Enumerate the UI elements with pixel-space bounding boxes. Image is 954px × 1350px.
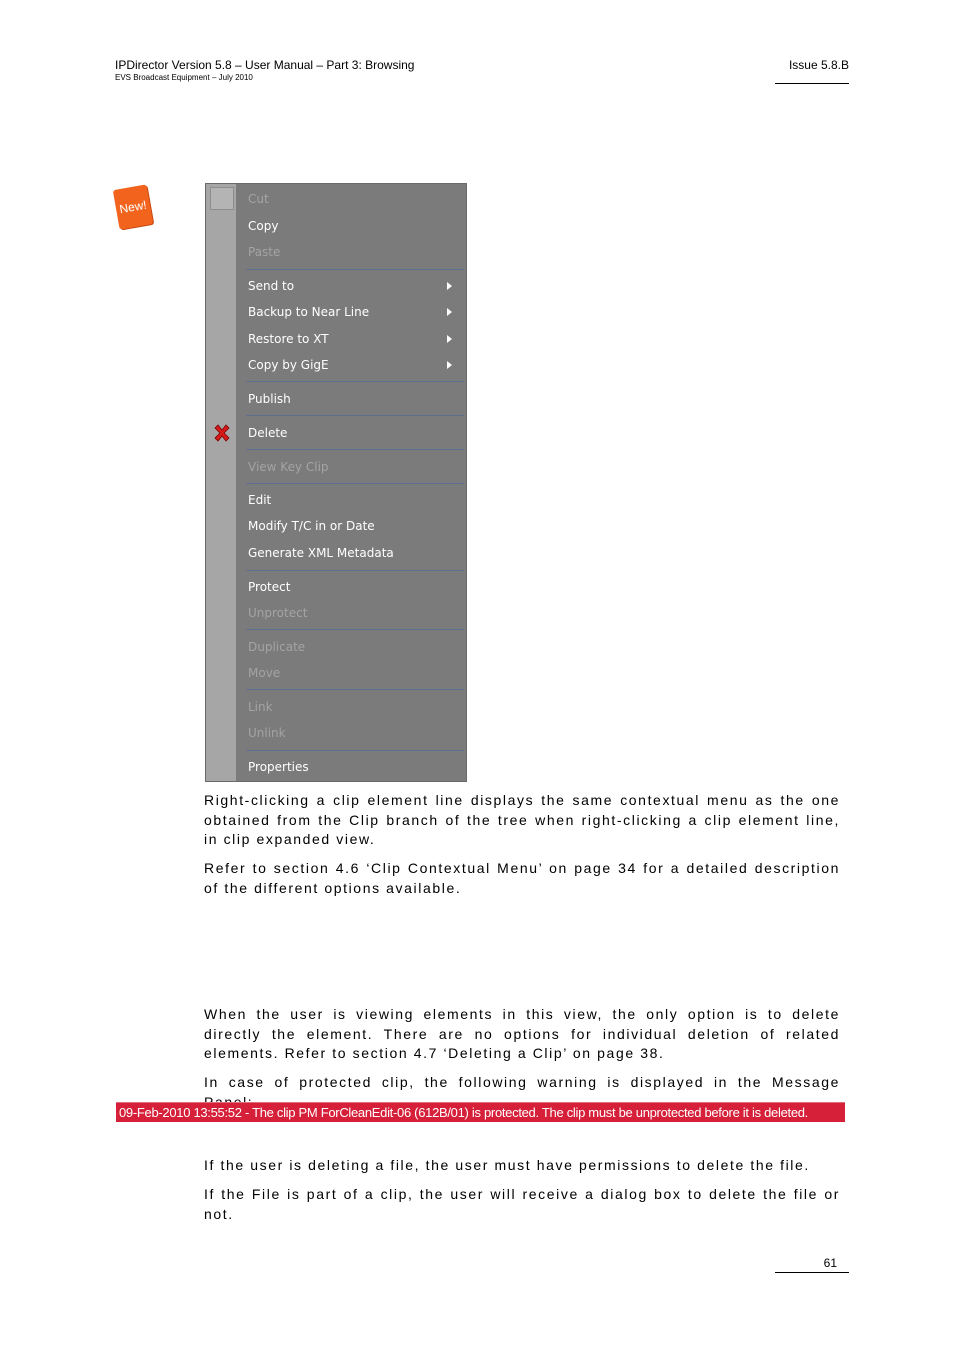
- menu-icon-strip: [206, 184, 236, 781]
- menu-separator: [246, 483, 464, 484]
- paragraph-file-permissions: If the user is deleting a file, the user must have permissions to delete the file.: [204, 1157, 810, 1173]
- menu-item-protect[interactable]: Protect: [248, 580, 291, 594]
- paragraph-delete-view: When the user is viewing elements in this view, the only option is to delete directly the element. There are no options for individual deletion of related elements. Refer to section 4.7 ‘Deleting a Clip’ on page 38.: [204, 1006, 840, 1061]
- menu-item-send-to[interactable]: Send to: [248, 279, 295, 293]
- paragraph-protected-clip: In case of protected clip, the following warning is displayed in the Message: [204, 1074, 840, 1090]
- menu-item-edit[interactable]: Edit: [248, 493, 272, 507]
- menu-item-unlink[interactable]: Unlink: [248, 726, 286, 740]
- warning-message-bar: 09-Feb-2010 13:55:52 - The clip PM ForCleanEdit-06 (612B/01) is protected. The clip must be unprotected before it is deleted.: [116, 1102, 845, 1122]
- menu-item-properties[interactable]: Properties: [248, 760, 309, 774]
- submenu-arrow-icon: [447, 308, 452, 316]
- menu-separator: [246, 269, 464, 270]
- footer-rule: [775, 1272, 849, 1273]
- menu-item-duplicate[interactable]: Duplicate: [248, 640, 306, 654]
- menu-separator: [246, 570, 464, 571]
- menu-item-move[interactable]: Move: [248, 666, 281, 680]
- page-number: 61: [823, 1256, 837, 1270]
- menu-item-modify-t-c-in-or-date[interactable]: Modify T/C in or Date: [248, 519, 375, 533]
- clip-contextual-menu: [205, 183, 467, 782]
- menu-separator: [246, 449, 464, 450]
- menu-item-unprotect[interactable]: Unprotect: [248, 606, 308, 620]
- submenu-arrow-icon: [447, 335, 452, 343]
- menu-separator: [246, 415, 464, 416]
- header-rule: [775, 83, 849, 84]
- menu-item-generate-xml-metadata[interactable]: Generate XML Metadata: [248, 546, 394, 560]
- menu-item-view-key-clip[interactable]: View Key Clip: [248, 460, 329, 474]
- cut-highlight-box: [210, 187, 234, 210]
- header-left: [115, 58, 414, 83]
- paragraph-context-menu: Right-clicking a clip element line displays the same contextual menu as the one obtained from the Clip branch of the tree when right-clicking a clip element line, in clip expanded view.: [204, 792, 840, 847]
- paragraph-refer-section: Refer to section 4.6 ‘Clip Contextual Menu’ on page 34 for a detailed description of the different options available.: [204, 860, 840, 896]
- submenu-arrow-icon: [447, 361, 452, 369]
- issue-label: Issue 5.8.B: [788, 58, 849, 72]
- manual-title: IPDirector Version 5.8 – User Manual – Part 3: Browsing: [115, 58, 415, 72]
- menu-separator: [246, 629, 464, 630]
- menu-separator: [246, 689, 464, 690]
- manual-subtitle: EVS Broadcast Equipment – July 2010: [115, 73, 253, 82]
- delete-x-icon: [213, 424, 231, 442]
- menu-item-publish[interactable]: Publish: [248, 392, 291, 406]
- menu-item-restore-to-xt[interactable]: Restore to XT: [248, 332, 329, 346]
- menu-item-delete[interactable]: Delete: [248, 426, 288, 440]
- menu-item-paste[interactable]: Paste: [248, 245, 281, 259]
- menu-separator: [246, 750, 464, 751]
- menu-item-backup-to-near-line[interactable]: Backup to Near Line: [248, 305, 370, 319]
- menu-item-cut[interactable]: Cut: [248, 192, 269, 206]
- menu-separator: [246, 381, 464, 382]
- menu-item-link[interactable]: Link: [248, 700, 273, 714]
- menu-item-copy[interactable]: Copy: [248, 219, 279, 233]
- paragraph-file-dialog: If the File is part of a clip, the user will receive a dialog box to delete the file or not.: [204, 1186, 840, 1222]
- new-badge-icon: New!: [113, 184, 153, 229]
- menu-item-copy-by-gige[interactable]: Copy by GigE: [248, 358, 329, 372]
- submenu-arrow-icon: [447, 282, 452, 290]
